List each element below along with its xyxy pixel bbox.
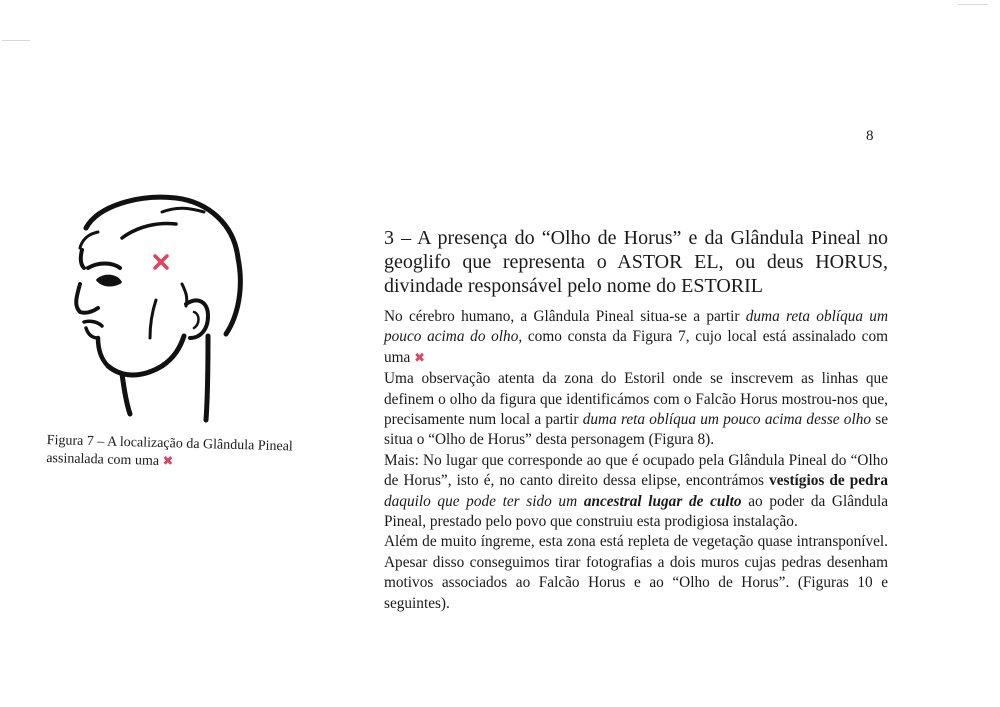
p3-text-f: ao poder da Glândula Pineal, prestado pelo povo que construiu esta prodigiosa instalação. [384,492,889,531]
p3-emphasis: daquilo que pode ter sido um [384,492,584,510]
caption-text: Figura 7 – A localização da Glândula Pineal assinalada com uma [46,432,293,469]
paragraph-3 [384,451,888,533]
mouth [84,321,102,326]
p1-text-c: , como consta da Figura 7, cujo local está assinalado com uma [384,328,888,366]
p2-text-a: Uma observação atenta da zona do Estoril onde se inscrevem as linhas que definem o olho da figura que identificámos com o Falcão Horus mostrou-nos que, precisamente num local a partir [384,370,888,429]
figure-caption [46,432,317,475]
head-profile-figure [58,188,258,424]
cheek [150,300,156,338]
lips [86,328,98,338]
p3-text-a: Mais: No lugar que corresponde ao que é ocupado pela Glândula Pineal do “Olho de Horus”, isto é, no canto direito dessa elipse, encontrámos [384,451,888,490]
paragraph-4: Além de muito íngreme, esta zona está repleta de vegetação quase intransponível. Apesar disso conseguimos tirar fotografias a dois muros cujas pedras desenham motivos associados ao Falcão Horus e ao “Olho de Horus”. (Figuras 10 e seguintes). [384,533,888,612]
p1-emphasis: duma reta oblíqua um pouco acima do olho [384,308,888,346]
body-text [384,307,888,614]
eye [98,276,120,284]
nose [76,284,98,313]
p3-bold-emphasis: ancestral lugar de culto [583,492,742,510]
head-profile-drawing [58,188,258,424]
ear [186,300,208,338]
neck-back [206,336,208,420]
red-x-icon: ✖ [414,350,426,366]
p2-text-c: se situa o “Olho de Horus” desta personagem (Figura 8). [384,411,888,449]
forehead [81,250,84,268]
section-heading: 3 – A presença do “Olho de Horus” e da Glândula Pineal no geoglifo que representa o ASTOR EL, ou deus HORUS, divindade responsável pelo nome do ESTORIL [384,227,888,297]
pineal-mark-icon [155,256,167,268]
sideburn [182,284,187,306]
red-x-icon: ✖ [162,454,174,470]
p1-text-a: No cérebro humano, a Glândula Pineal situa-se a partir [384,308,746,325]
hair-strand-2 [162,208,204,212]
brow [88,264,120,269]
paragraph-1 [384,307,888,369]
paragraph-2 [384,369,888,451]
hair-strand-3 [80,232,98,248]
hair-outline [86,197,238,258]
page-number: 8 [866,128,874,144]
scan-mark-top-left [2,40,30,41]
chin [98,338,108,366]
neck-front [122,374,130,414]
scan-mark-top-right [958,4,988,5]
ear-inner [194,312,199,328]
p2-emphasis: duma reta oblíqua um pouco acima desse olho [582,411,872,429]
jaw [108,336,184,375]
back-of-head [226,258,240,334]
p3-bold: vestígios de pedra [769,472,888,490]
hair-strand-1 [122,224,176,238]
